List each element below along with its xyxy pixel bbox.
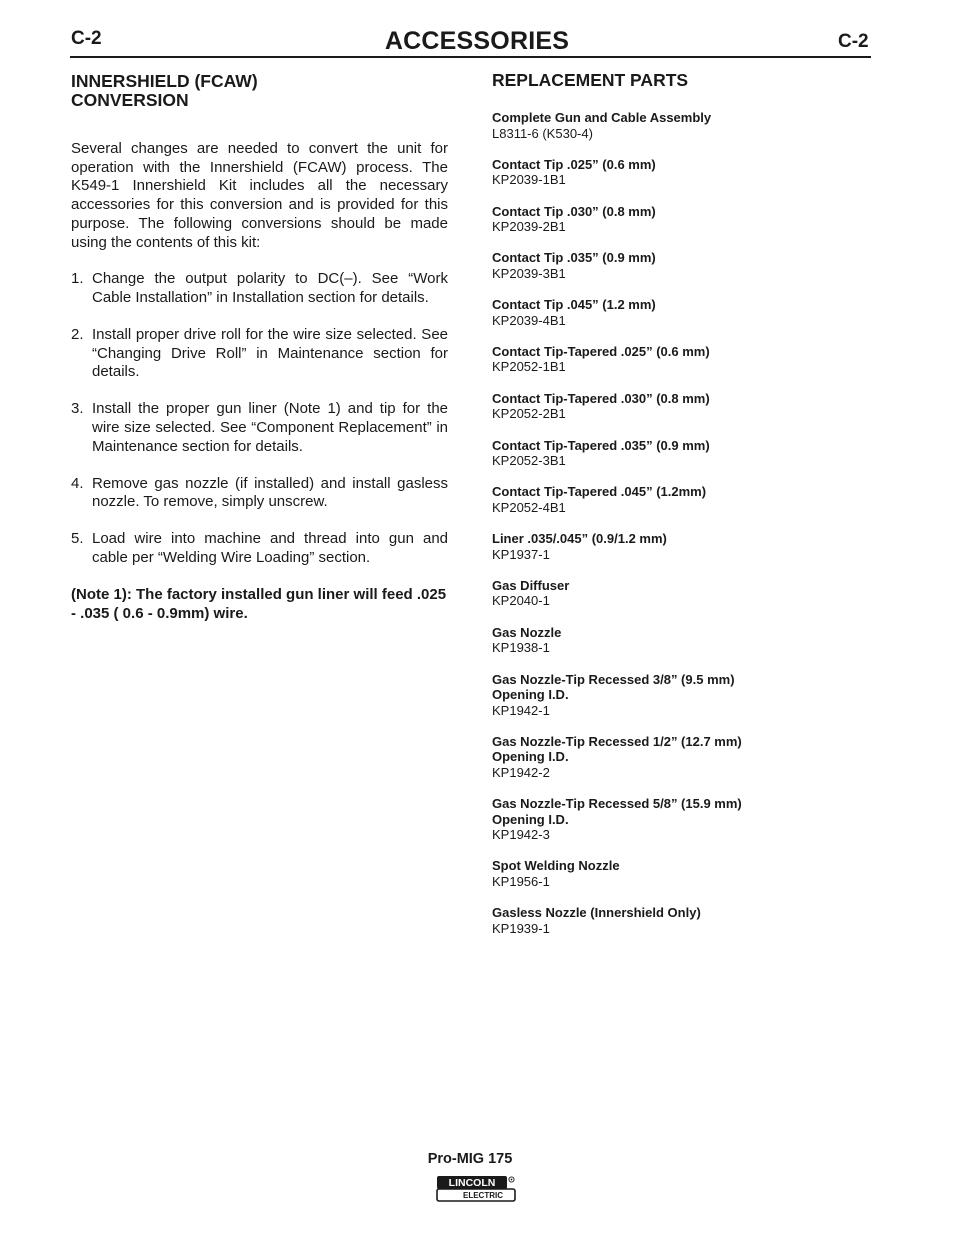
- footer-model-name: Pro-MIG 175: [427, 1151, 513, 1167]
- header-rule: [70, 56, 871, 58]
- lincoln-electric-logo: [436, 1175, 516, 1202]
- part-number: KP2039-3B1: [492, 265, 566, 281]
- part-name: Contact Tip .025” (0.6 mm): [492, 156, 656, 172]
- conversion-steps: [71, 270, 448, 568]
- part-item: [492, 297, 872, 328]
- step-text: Change the output polarity to DC(–). See “Work Cable Installation” in Installation section for details.: [92, 270, 448, 306]
- part-item: [492, 672, 872, 719]
- part-name: Gas Nozzle: [492, 624, 562, 640]
- step-text: Install the proper gun liner (Note 1) and tip for the wire size selected. See “Component Replacement” in Maintenance section for details.: [92, 400, 448, 455]
- part-number: KP2052-3B1: [492, 453, 566, 469]
- innershield-title: [71, 72, 448, 110]
- part-name: Liner .035/.045” (0.9/1.2 mm): [492, 531, 667, 547]
- part-name: Gas Nozzle-Tip Recessed 1/2” (12.7 mm): [492, 733, 742, 749]
- part-number: KP2040-1: [492, 593, 550, 609]
- part-number: KP2052-4B1: [492, 499, 566, 515]
- part-name: Gas Diffuser: [492, 577, 570, 593]
- part-item: [492, 858, 872, 889]
- part-name: Contact Tip-Tapered .025” (0.6 mm): [492, 343, 710, 359]
- part-number: KP1956-1: [492, 873, 550, 889]
- part-name-line2: Opening I.D.: [492, 687, 569, 703]
- part-name: Contact Tip .030” (0.8 mm): [492, 203, 656, 219]
- part-name: Gas Nozzle-Tip Recessed 5/8” (15.9 mm): [492, 796, 742, 812]
- part-item: [492, 578, 872, 609]
- part-item: [492, 625, 872, 656]
- part-name: Gasless Nozzle (Innershield Only): [492, 905, 701, 921]
- step-item: [71, 400, 448, 456]
- part-item: [492, 157, 872, 188]
- step-number: 4.: [71, 474, 84, 492]
- logo-text-electric: ELECTRIC: [463, 1191, 503, 1201]
- innershield-title-line2: CONVERSION: [71, 90, 189, 110]
- header-code-right: C-2: [838, 31, 869, 52]
- part-number: KP1937-1: [492, 546, 550, 562]
- replacement-parts-title: REPLACEMENT PARTS: [492, 70, 689, 90]
- part-name: Contact Tip .045” (1.2 mm): [492, 297, 656, 313]
- part-item: [492, 438, 872, 469]
- part-number: KP1942-1: [492, 702, 550, 718]
- part-item: [492, 905, 872, 936]
- part-number: KP2039-1B1: [492, 172, 566, 188]
- step-item: [71, 530, 448, 567]
- step-item: [71, 270, 448, 307]
- part-item: [492, 734, 872, 781]
- part-item: [492, 204, 872, 235]
- innershield-intro: Several changes are needed to convert the unit for operation with the Innershield (FCAW) process. The K549-1 Innershield Kit includes all the necessary accessories for this conversion and is provided for this purpose. The following conversions should be made using the contents of this kit:: [71, 140, 448, 251]
- part-item: [492, 391, 872, 422]
- part-name: Complete Gun and Cable Assembly: [492, 110, 712, 125]
- liner-note: (Note 1): The factory installed gun liner will feed .025 - .035 ( 0.6 - 0.9mm) wire.: [71, 586, 447, 622]
- part-name-line2: Opening I.D.: [492, 749, 569, 765]
- parts-list: [492, 110, 872, 936]
- part-number: L8311-6 (K530-4): [492, 125, 593, 141]
- part-name-line2: Opening I.D.: [492, 811, 569, 827]
- part-number: KP1938-1: [492, 640, 550, 656]
- part-number: KP1939-1: [492, 920, 550, 936]
- part-name: Contact Tip-Tapered .035” (0.9 mm): [492, 437, 710, 453]
- step-number: 2.: [71, 325, 84, 343]
- step-number: 3.: [71, 400, 84, 418]
- part-item: [492, 484, 872, 515]
- part-item: [492, 110, 872, 141]
- innershield-title-line1: INNERSHIELD (FCAW): [71, 71, 258, 91]
- step-number: 5.: [71, 530, 84, 548]
- part-name: Contact Tip .035” (0.9 mm): [492, 250, 656, 266]
- step-item: [71, 326, 448, 382]
- step-text: Load wire into machine and thread into gun and cable per “Welding Wire Loading” section.: [92, 530, 448, 567]
- step-number: 1.: [71, 270, 84, 288]
- part-number: KP1942-2: [492, 764, 550, 780]
- logo-text-lincoln: LINCOLN: [448, 1177, 496, 1190]
- part-item: [492, 531, 872, 562]
- part-number: KP1942-3: [492, 827, 550, 843]
- step-text: Install proper drive roll for the wire size selected. See “Changing Drive Roll” in Maintenance section for details.: [92, 325, 448, 381]
- part-item: [492, 796, 872, 843]
- innershield-section: [71, 70, 448, 624]
- part-name: Contact Tip-Tapered .045” (1.2mm): [492, 484, 707, 500]
- part-name: Spot Welding Nozzle: [492, 858, 620, 874]
- step-item: [71, 475, 448, 512]
- part-number: KP2039-2B1: [492, 219, 566, 235]
- page-title: ACCESSORIES: [384, 27, 570, 55]
- part-number: KP2039-4B1: [492, 312, 566, 328]
- part-number: KP2052-1B1: [492, 359, 566, 375]
- part-item: [492, 344, 872, 375]
- header-code-left: C-2: [71, 28, 102, 49]
- part-name: Gas Nozzle-Tip Recessed 3/8” (9.5 mm): [492, 671, 735, 687]
- part-name: Contact Tip-Tapered .030” (0.8 mm): [492, 390, 710, 406]
- part-item: [492, 250, 872, 281]
- part-number: KP2052-2B1: [492, 406, 566, 422]
- step-text: Remove gas nozzle (if installed) and install gasless nozzle. To remove, simply unscrew.: [92, 474, 448, 511]
- replacement-parts-section: [492, 70, 872, 952]
